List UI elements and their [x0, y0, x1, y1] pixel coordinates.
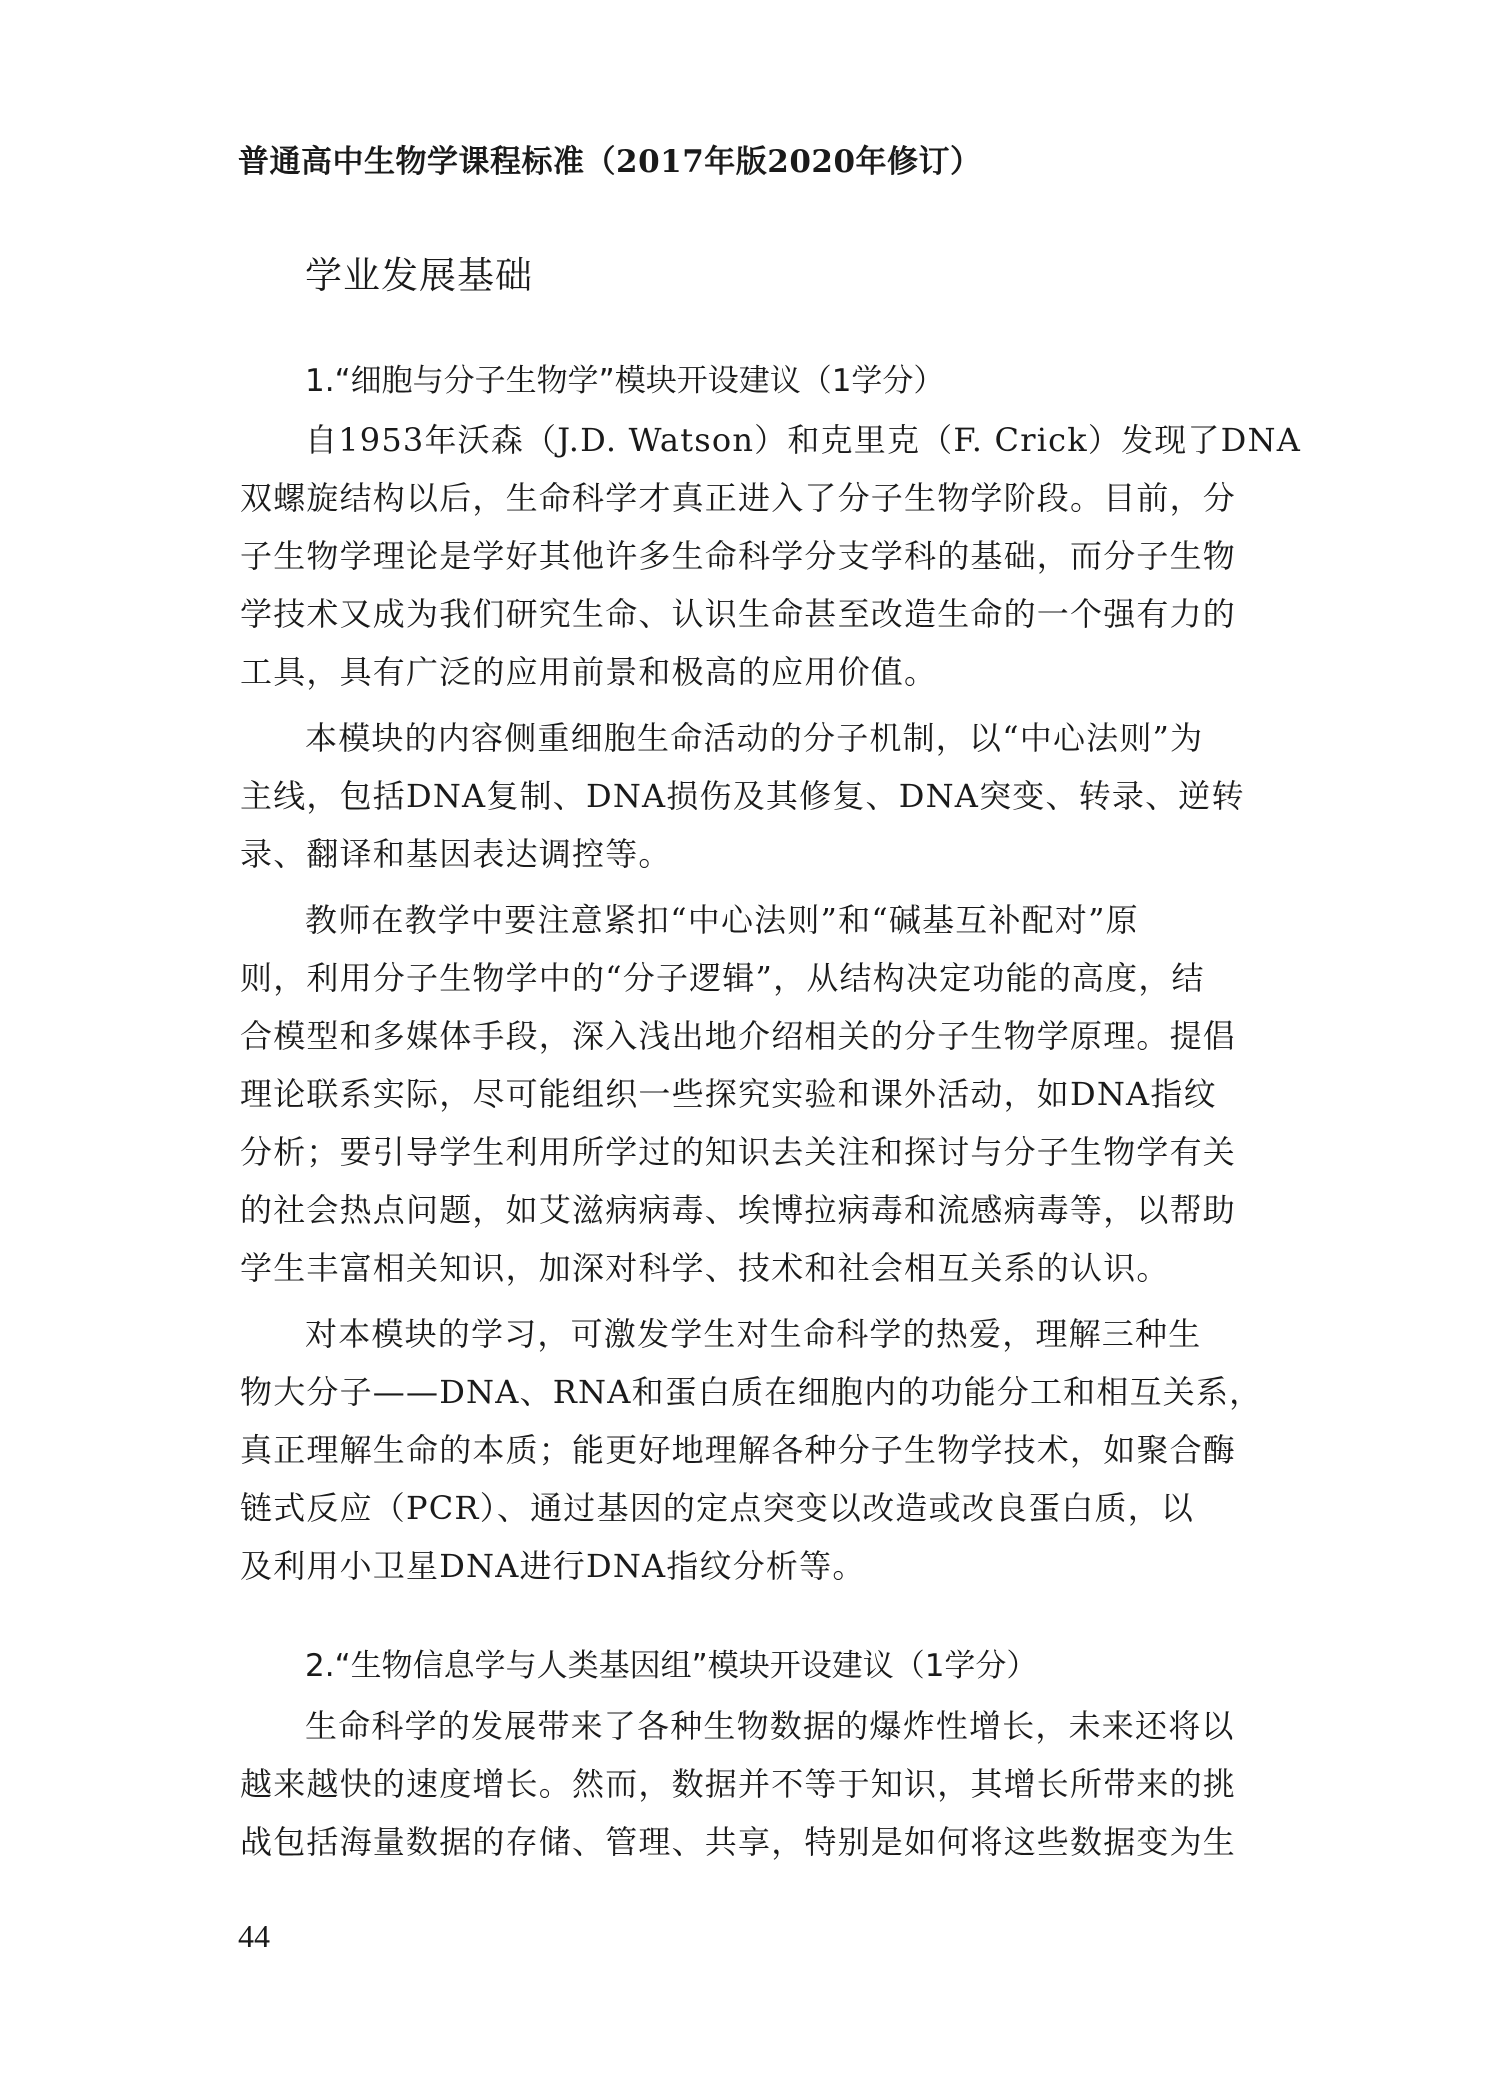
body-line: 双螺旋结构以后，生命科学才真正进入了分子生物学阶段。目前，分 [240, 479, 1237, 517]
body-line: 本模块的内容侧重细胞生命活动的分子机制，以“中心法则”为 [305, 719, 1204, 757]
body-line: 战包括海量数据的存储、管理、共享，特别是如何将这些数据变为生 [240, 1823, 1237, 1861]
body-line: 学技术又成为我们研究生命、认识生命甚至改造生命的一个强有力的 [240, 595, 1237, 633]
module-2-heading: 2.“生物信息学与人类基因组”模块开设建议（1学分） [305, 1648, 1038, 1684]
body-line: 工具，具有广泛的应用前景和极高的应用价值。 [240, 653, 938, 691]
body-line: 越来越快的速度增长。然而，数据并不等于知识，其增长所带来的挑 [240, 1765, 1237, 1803]
module-1-heading: 1.“细胞与分子生物学”模块开设建议（1学分） [305, 363, 945, 399]
body-line: 录、翻译和基因表达调控等。 [240, 835, 672, 873]
body-line: 自1953年沃森（J.D. Watson）和克里克（F. Crick）发现了DNA [305, 421, 1302, 459]
body-line: 物大分子——DNA、RNA和蛋白质在细胞内的功能分工和相互关系， [240, 1373, 1263, 1411]
body-line: 主线，包括DNA复制、DNA损伤及其修复、DNA突变、转录、逆转 [240, 777, 1245, 815]
body-line: 理论联系实际，尽可能组织一些探究实验和课外活动，如DNA指纹 [240, 1075, 1217, 1113]
body-line: 真正理解生命的本质；能更好地理解各种分子生物学技术，如聚合酶 [240, 1431, 1237, 1469]
running-header: 普通高中生物学课程标准（2017年版2020年修订） [238, 144, 982, 180]
body-line: 及利用小卫星DNA进行DNA指纹分析等。 [240, 1547, 866, 1585]
body-line: 链式反应（PCR）、通过基因的定点突变以改造或改良蛋白质，以 [240, 1489, 1195, 1527]
body-line: 学生丰富相关知识，加深对科学、技术和社会相互关系的认识。 [240, 1249, 1170, 1287]
page-number: 44 [238, 1918, 270, 1954]
body-line: 则，利用分子生物学中的“分子逻辑”，从结构决定功能的高度，结 [240, 959, 1205, 997]
section-heading: 学业发展基础 [305, 254, 533, 297]
body-line: 合模型和多媒体手段，深入浅出地介绍相关的分子生物学原理。提倡 [240, 1017, 1237, 1055]
body-line: 的社会热点问题，如艾滋病病毒、埃博拉病毒和流感病毒等，以帮助 [240, 1191, 1237, 1229]
body-line: 生命科学的发展带来了各种生物数据的爆炸性增长，未来还将以 [305, 1707, 1235, 1745]
body-line: 教师在教学中要注意紧扣“中心法则”和“碱基互补配对”原 [305, 901, 1139, 939]
body-line: 分析；要引导学生利用所学过的知识去关注和探讨与分子生物学有关 [240, 1133, 1237, 1171]
body-line: 子生物学理论是学好其他许多生命科学分支学科的基础，而分子生物 [240, 537, 1237, 575]
body-line: 对本模块的学习，可激发学生对生命科学的热爱，理解三种生 [305, 1315, 1202, 1353]
